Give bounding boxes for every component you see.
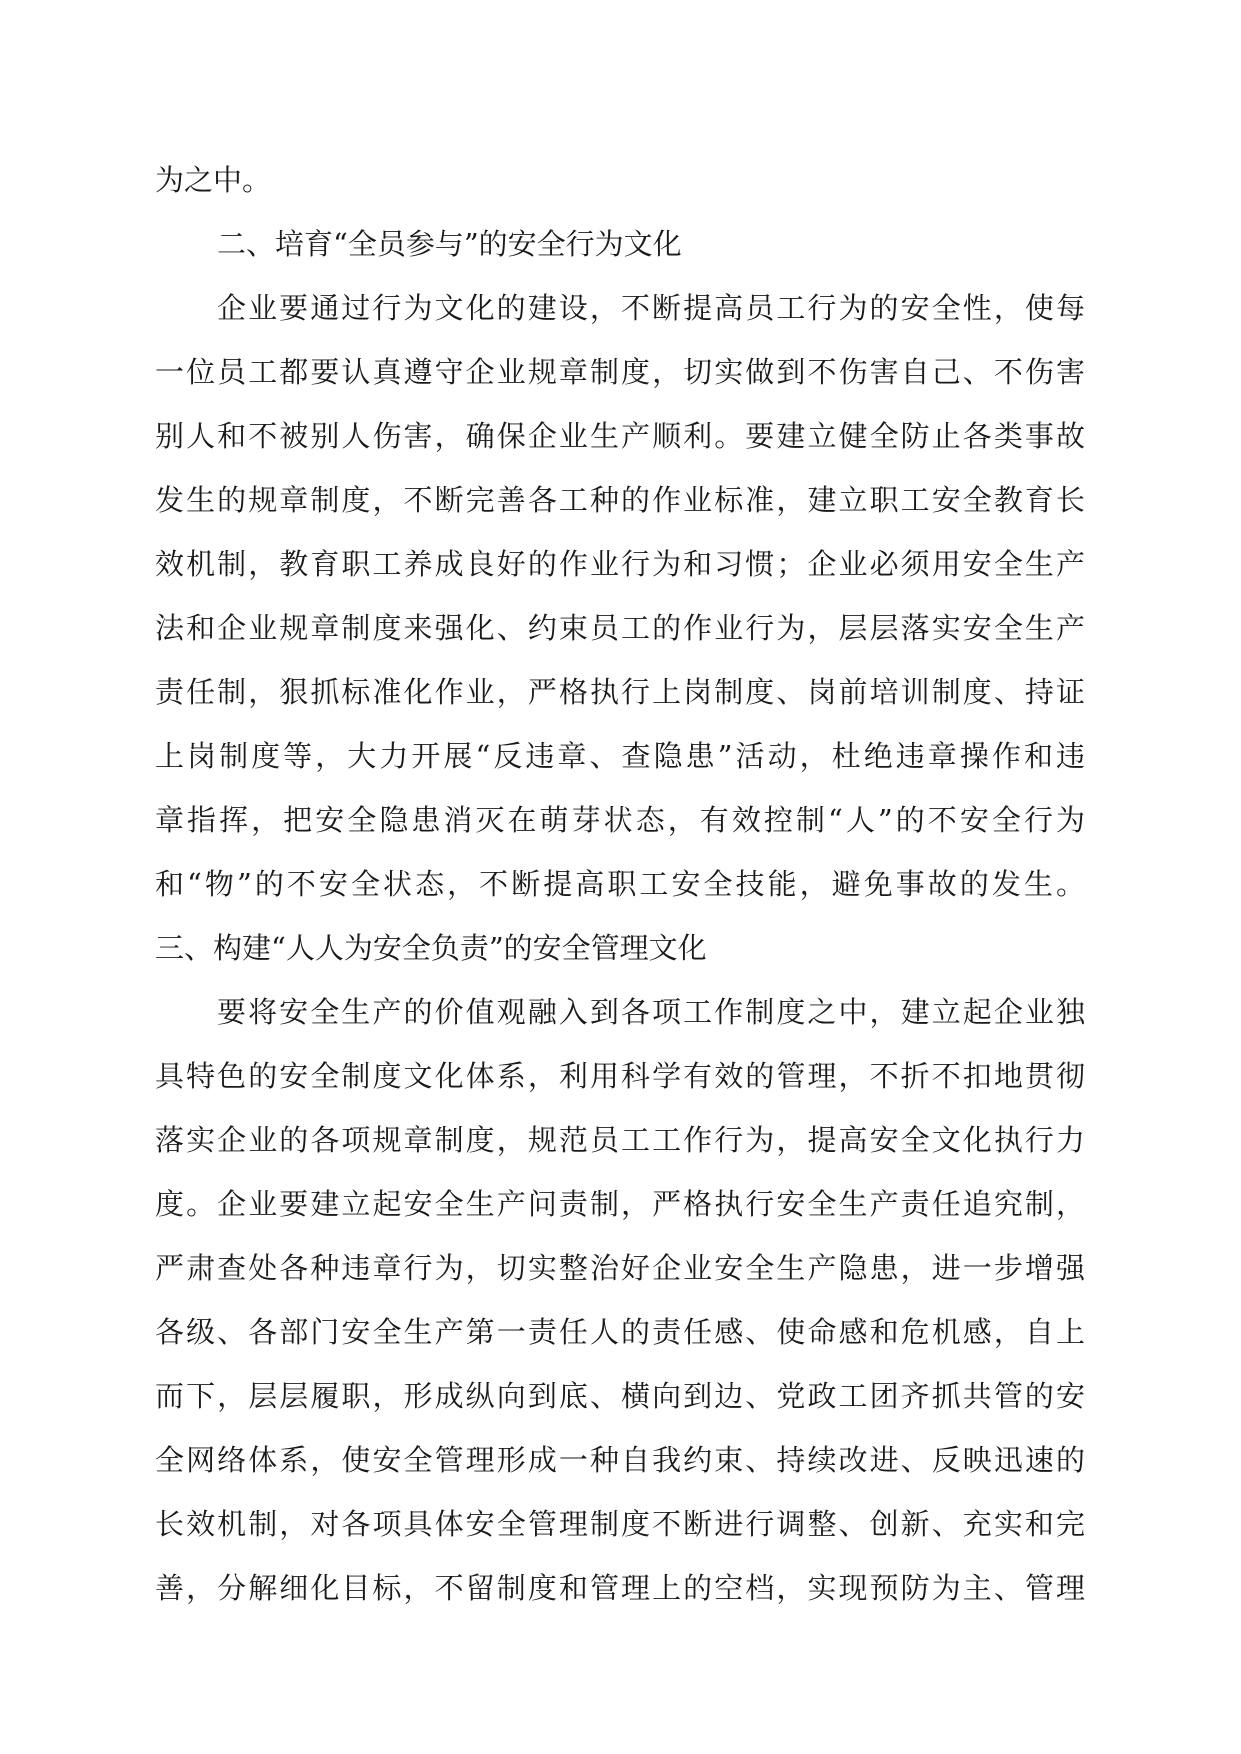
text-line: 章指挥，把安全隐患消灭在萌芽状态，有效控制“人”的不安全行为 [155, 803, 1085, 837]
text-line: 度。企业要建立起安全生产问责制，严格执行安全生产责任追究制， [155, 1187, 1085, 1221]
text-line: 各级、各部门安全生产第一责任人的责任感、使命感和危机感，自上 [155, 1315, 1085, 1349]
text-line: 和“物”的不安全状态，不断提高职工安全技能，避免事故的发生。 [155, 867, 1085, 901]
text-line: 企业要通过行为文化的建设，不断提高员工行为的安全性，使每 [217, 291, 1085, 325]
text-line: 责任制，狠抓标准化作业，严格执行上岗制度、岗前培训制度、持证 [155, 675, 1085, 709]
text-line: 善，分解细化目标，不留制度和管理上的空档，实现预防为主、管理 [155, 1571, 1085, 1605]
text-line: 法和企业规章制度来强化、约束员工的作业行为，层层落实安全生产 [155, 611, 1085, 645]
text-line: 具特色的安全制度文化体系，利用科学有效的管理，不折不扣地贯彻 [155, 1059, 1085, 1093]
text-line: 要将安全生产的价值观融入到各项工作制度之中，建立起企业独 [217, 995, 1085, 1029]
text-line: 效机制，教育职工养成良好的作业行为和习惯；企业必须用安全生产 [155, 547, 1085, 581]
text-line: 为之中。 [155, 163, 272, 197]
text-line: 发生的规章制度，不断完善各工种的作业标准，建立职工安全教育长 [155, 483, 1085, 517]
text-line: 上岗制度等，大力开展“反违章、查隐患”活动，杜绝违章操作和违 [155, 739, 1085, 773]
text-line: 严肃查处各种违章行为，切实整治好企业安全生产隐患，进一步增强 [155, 1251, 1085, 1285]
section-heading: 二、培育“全员参与”的安全行为文化 [217, 227, 682, 261]
text-line: 全网络体系，使安全管理形成一种自我约束、持续改进、反映迅速的 [155, 1443, 1085, 1477]
section-heading: 三、构建“人人为安全负责”的安全管理文化 [155, 931, 707, 965]
text-line: 别人和不被别人伤害，确保企业生产顺利。要建立健全防止各类事故 [155, 419, 1085, 453]
text-line: 落实企业的各项规章制度，规范员工工作行为，提高安全文化执行力 [155, 1123, 1085, 1157]
text-line: 一位员工都要认真遵守企业规章制度，切实做到不伤害自己、不伤害 [155, 355, 1085, 389]
text-line: 长效机制，对各项具体安全管理制度不断进行调整、创新、充实和完 [155, 1507, 1085, 1541]
text-line: 而下，层层履职，形成纵向到底、横向到边、党政工团齐抓共管的安 [155, 1379, 1085, 1413]
